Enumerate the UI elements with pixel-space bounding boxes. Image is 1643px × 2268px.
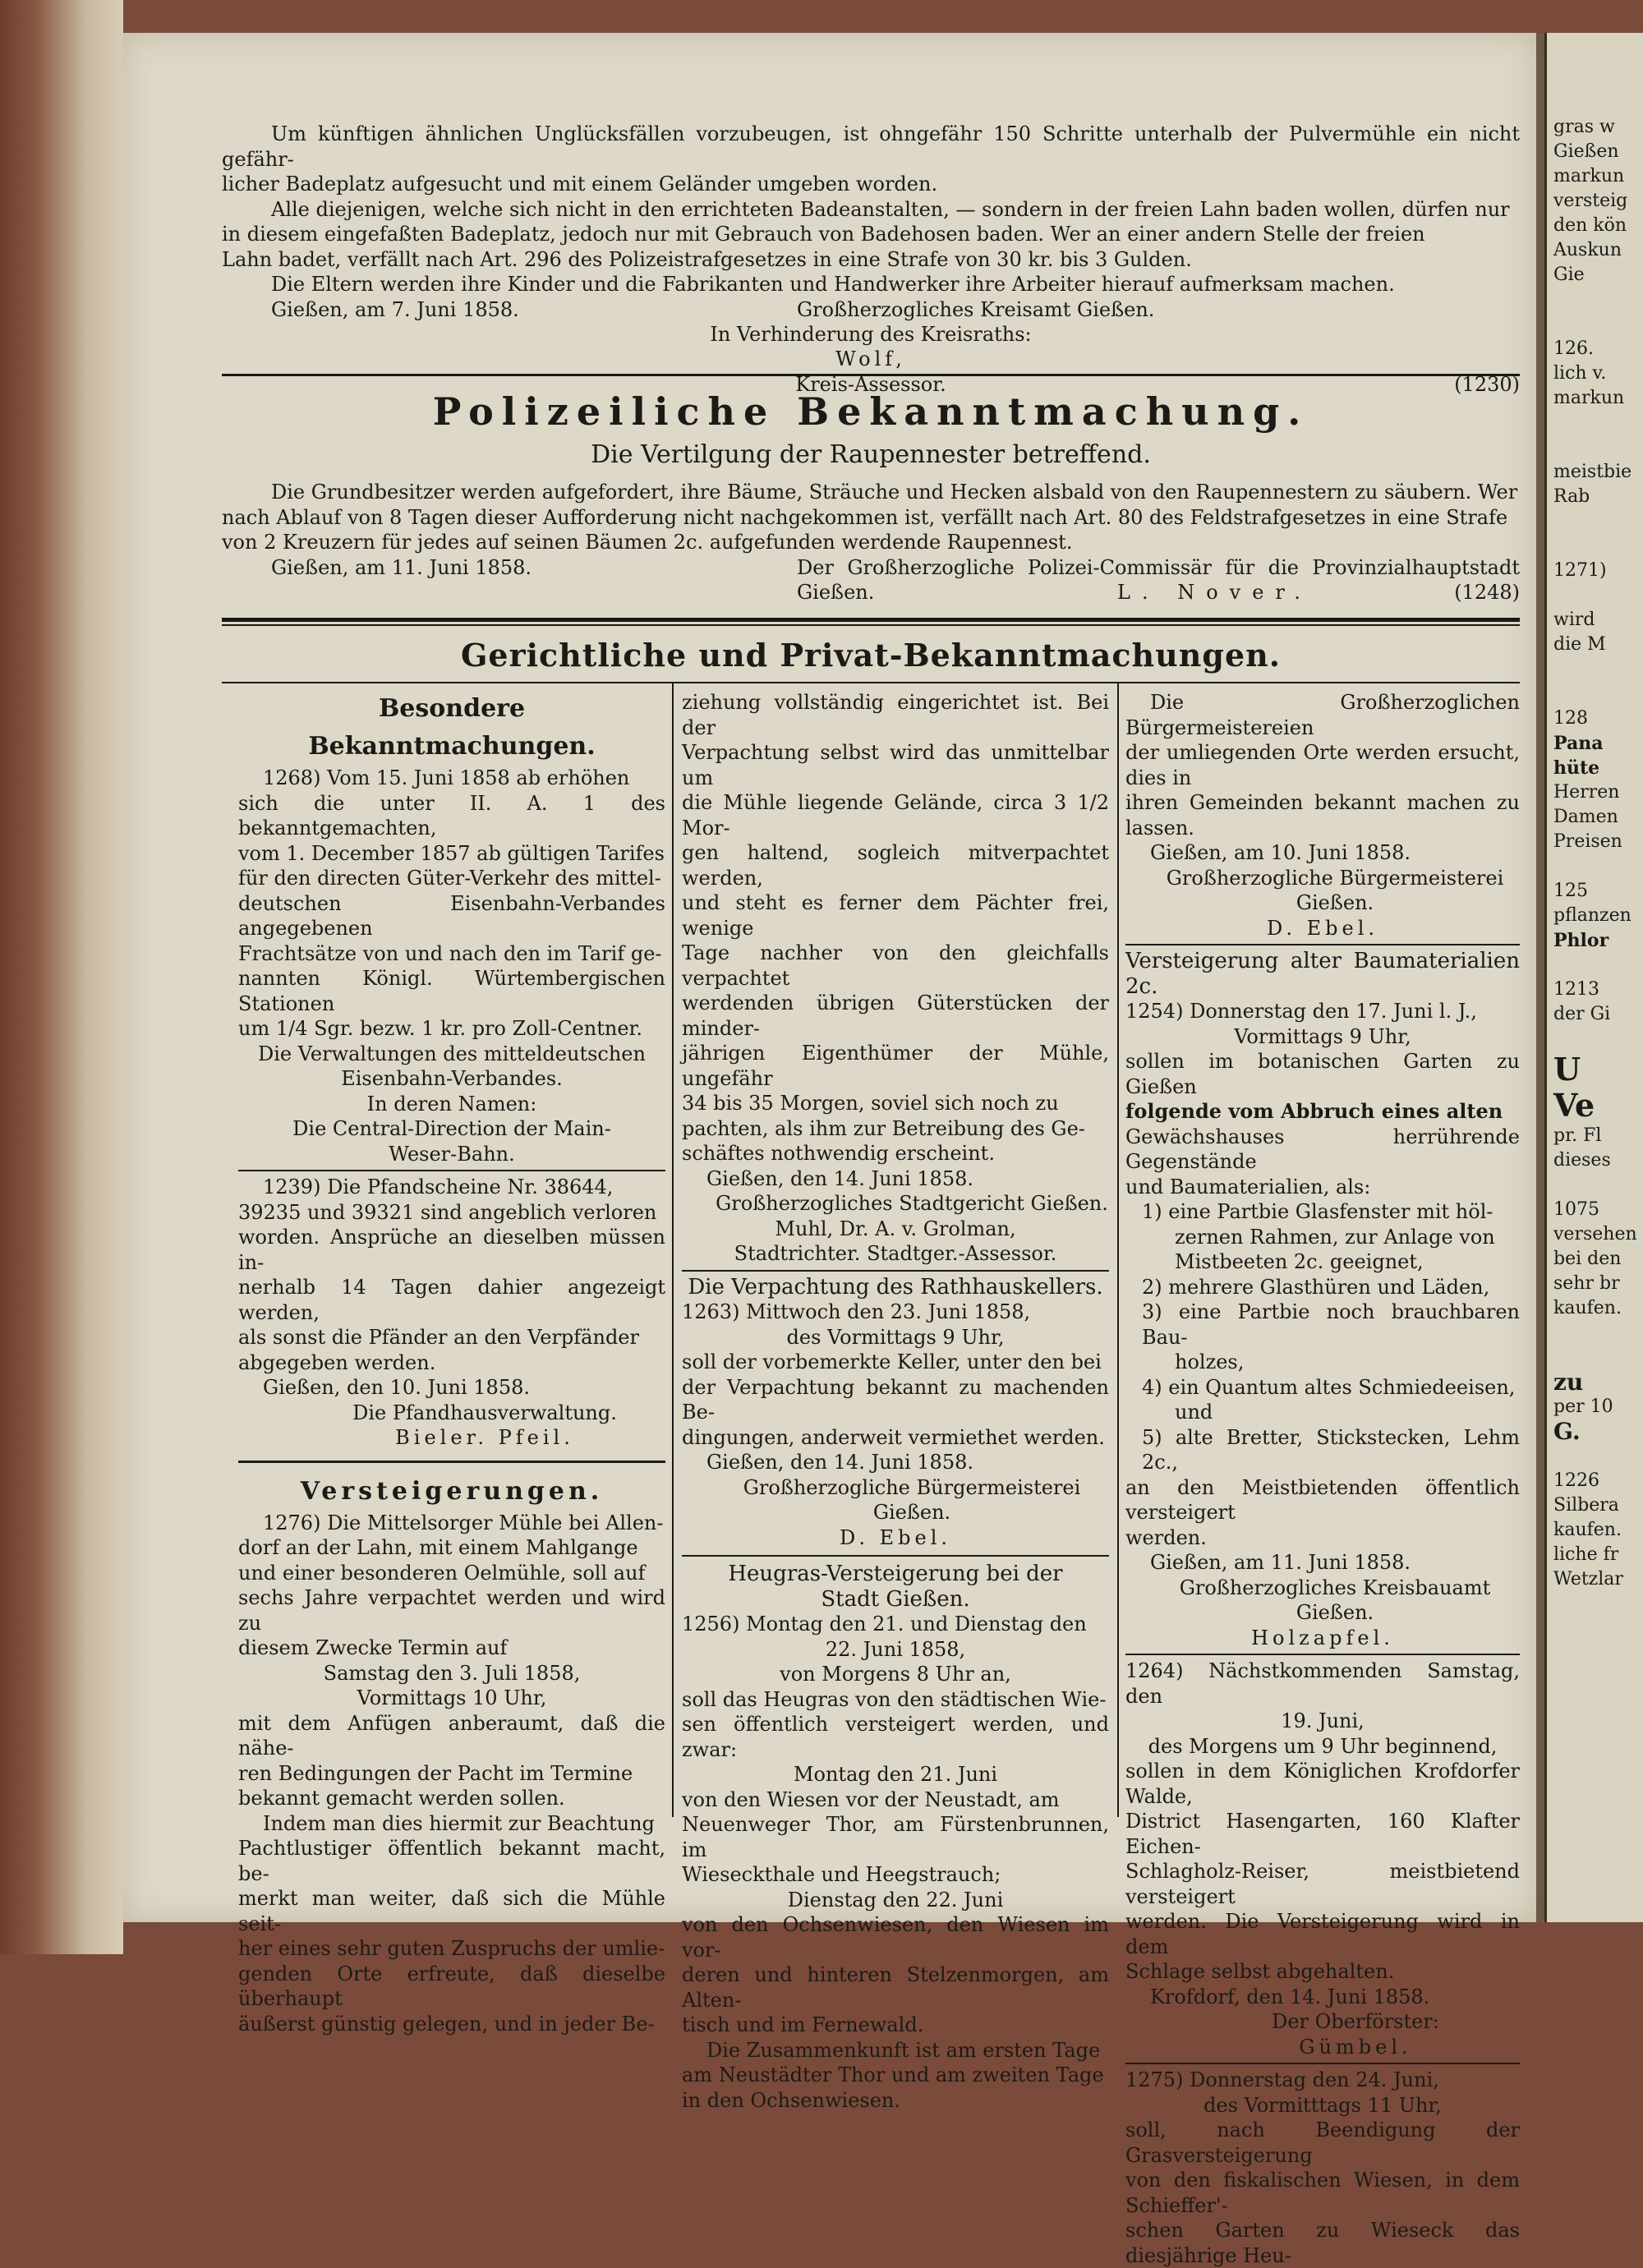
text-line: District Hasengarten, 160 Klafter Eichen-	[1125, 1810, 1520, 1858]
date-line: Gießen, den 14. Juni 1858.	[706, 1451, 973, 1474]
text-line: ihren Gemeinden bekannt machen zu lassen.	[1125, 791, 1520, 840]
text-line: Tage nachher von den gleichfalls verpachtet	[682, 941, 1109, 990]
signature: Die Verwaltungen des mitteldeutschen	[258, 1042, 646, 1065]
police-title: Polizeiliche Bekanntmachung.	[432, 389, 1309, 434]
edge-line	[1553, 657, 1637, 682]
edge-line: pr. Fl	[1553, 1125, 1602, 1146]
text-line: Pachtlustiger öffentlich bekannt macht, be-	[238, 1837, 665, 1885]
edge-line: lich v.	[1553, 363, 1607, 384]
divider	[238, 1170, 665, 1171]
column-rule	[672, 683, 674, 1817]
edge-line	[1553, 288, 1637, 312]
list-item: 4) ein Quantum altes Schmiedeeisen,	[1142, 1375, 1516, 1399]
text-line: tisch und im Fernewald.	[682, 2013, 924, 2036]
text-line: und Baumaterialien, als:	[1125, 1175, 1371, 1198]
text-line: vom 1. December 1857 ab gültigen Tarifes	[238, 841, 665, 865]
text-line: 39235 und 39321 sind angeblich verloren	[238, 1200, 657, 1224]
text-line: 1239) Die Pfandscheine Nr. 38644,	[263, 1175, 614, 1198]
text-line: als sonst die Pfänder an den Verpfänder	[238, 1326, 639, 1349]
text-line: soll der vorbemerkte Keller, unter den bei	[682, 1350, 1102, 1373]
divider	[238, 1461, 665, 1463]
edge-line: versteig	[1553, 191, 1628, 211]
edge-line: die M	[1553, 634, 1606, 655]
page-gutter	[1536, 33, 1544, 1922]
section-title-wrap	[222, 633, 1520, 679]
edge-line: Pana	[1553, 733, 1604, 754]
edge-line: G.	[1553, 1418, 1581, 1445]
edge-line: per 10	[1553, 1396, 1613, 1417]
edge-line: zu	[1553, 1369, 1584, 1396]
notice-line: licher Badeplatz aufgesucht und mit einem Geländer umgeben worden.	[222, 173, 938, 196]
police-notice	[222, 386, 1520, 605]
text-line: soll das Heugras von den städtischen Wie-	[682, 1687, 1107, 1711]
edge-line	[1553, 435, 1637, 460]
edge-line	[1553, 1027, 1637, 1051]
bathing-notice	[222, 122, 1520, 397]
police-line: Die Grundbesitzer werden aufgefordert, ihre Bäume, Sträuche und Hecken alsbald von den Raupennestern zu säubern. Wer	[271, 481, 1518, 504]
edge-line: 126.	[1553, 338, 1594, 359]
signature: Die Central-Direction der Main-	[292, 1117, 611, 1140]
text-line: Neuenweger Thor, am Fürstenbrunnen, im	[682, 1813, 1109, 1861]
edge-line	[1553, 953, 1637, 978]
divider	[682, 1555, 1109, 1557]
notice-line: Alle diejenigen, welche sich nicht in den errichteten Badeanstalten, — sondern in der freien Lahn baden wollen, dürfen nur	[271, 197, 1510, 221]
notice-date: Gießen, am 7. Juni 1858.	[271, 297, 519, 321]
signature: Eisenbahn-Verbandes.	[341, 1067, 563, 1090]
edge-line: Phlor	[1553, 930, 1609, 951]
edge-line	[1553, 509, 1637, 534]
police-subtitle: Die Vertilgung der Raupennester betreffend.	[591, 440, 1151, 469]
text-line: äußerst günstig gelegen, und in jeder Be-	[238, 2012, 655, 2036]
edge-line	[1553, 534, 1637, 559]
police-signer: L. Nover.	[1117, 580, 1312, 604]
text-line: folgende vom Abbruch eines alten	[1125, 1099, 1503, 1123]
newspaper-page	[123, 33, 1536, 2267]
signature: Holzapfel.	[1251, 1626, 1394, 1649]
date-line: 22. Juni 1858,	[825, 1637, 966, 1661]
notice-deputy: In Verhinderung des Kreisraths:	[710, 322, 1032, 346]
date-line: Dienstag den 22. Juni	[787, 1888, 1004, 1911]
text-line: abgegeben werden.	[238, 1350, 436, 1374]
signature: Stadtrichter. Stadtger.-Assessor.	[734, 1242, 1057, 1265]
text-line: ren Bedingungen der Pacht im Termine	[238, 1761, 633, 1785]
edge-line: bei den	[1553, 1249, 1622, 1269]
notice-signer-title: Kreis-Assessor.	[795, 372, 946, 396]
police-line: nach Ablauf von 8 Tagen dieser Aufforderung nicht nachgekommen ist, verfällt nach Art. 80 des Feldstrafgesetzes in eine Strafe	[222, 505, 1508, 529]
text-line: in den Ochsenwiesen.	[682, 2088, 900, 2112]
list-item: 2) mehrere Glasthüren und Läden,	[1142, 1275, 1490, 1299]
edge-line: Gießen	[1553, 141, 1619, 162]
date-line: 1264) Nächstkommenden Samstag, den	[1125, 1659, 1520, 1708]
divider	[682, 1270, 1109, 1272]
text-line: ziehung vollständig eingerichtet ist. Bei der	[682, 691, 1109, 739]
date-line: Montag den 21. Juni	[793, 1763, 998, 1786]
edge-line: 128	[1553, 708, 1588, 729]
divider	[222, 374, 1520, 376]
text-line: Schlagholz-Reiser, meistbietend versteigert	[1125, 1860, 1520, 1908]
text-line: Frachtsätze von und nach den im Tarif ge-	[238, 941, 662, 965]
text-line: Indem man dies hiermit zur Beachtung	[263, 1811, 655, 1835]
facing-page-text	[1553, 115, 1637, 1592]
text-line: werdenden übrigen Güterstücken der minder-	[682, 991, 1109, 1040]
text-line: Schlage selbst abgehalten.	[1125, 1960, 1395, 1983]
edge-line: liche fr	[1553, 1544, 1619, 1565]
edge-line: Herren	[1553, 782, 1620, 803]
edge-line: Rab	[1553, 486, 1590, 507]
divider	[222, 682, 1520, 683]
text-line: und einer besonderen Oelmühle, soll auf	[238, 1561, 646, 1585]
edge-line: kaufen.	[1553, 1298, 1622, 1318]
signature: Gümbel.	[1299, 2035, 1412, 2059]
time-line: Vormittags 9 Uhr,	[1234, 1024, 1411, 1048]
notice-line: Lahn badet, verfällt nach Art. 296 des Polizeistrafgesetzes in eine Strafe von 30 kr. bis 3 Gulden.	[222, 247, 1192, 271]
section-title: Gerichtliche und Privat-Bekanntmachungen.	[460, 637, 1282, 674]
text-line: Die Großherzoglichen Bürgermeistereien	[1125, 691, 1520, 739]
edge-line: 1075	[1553, 1199, 1599, 1220]
edge-line: dieses	[1553, 1150, 1611, 1171]
text-line: sen öffentlich versteigert werden, und zwar:	[682, 1713, 1109, 1761]
column-3	[1125, 690, 1520, 2268]
text-line: diesem Zwecke Termin auf	[238, 1636, 508, 1659]
text-line: Wieseckthale und Heegstrauch;	[682, 1863, 1001, 1886]
edge-line	[1553, 411, 1637, 435]
edge-line: Auskun	[1553, 240, 1622, 260]
text-line: her eines sehr guten Zuspruchs der umlie-	[238, 1937, 665, 1960]
edge-line: pflanzen	[1553, 905, 1631, 926]
text-line: Verpachtung selbst wird das unmittelbar um	[682, 741, 1109, 789]
edge-line: 1271)	[1553, 560, 1607, 581]
text-line: Die Zusammenkunft ist am ersten Tage	[706, 2038, 1101, 2062]
text-line: der umliegenden Orte werden ersucht, dies in	[1125, 741, 1520, 789]
text-line: an den Meistbietenden öffentlich versteigert	[1125, 1475, 1520, 1524]
date-line: Gießen, am 11. Juni 1858.	[1150, 1551, 1411, 1574]
notice-heading: Die Verpachtung des Rathhauskellers.	[688, 1274, 1103, 1300]
text-line: nannten Königl. Würtembergischen Stationen	[238, 967, 665, 1015]
text-line: sollen im botanischen Garten zu Gießen	[1125, 1050, 1520, 1098]
text-line: nerhalb 14 Tagen dahier angezeigt werden,	[238, 1276, 665, 1324]
edge-line	[1553, 1444, 1637, 1469]
signature: Großherzogliche Bürgermeisterei Gießen.	[1166, 866, 1504, 914]
time-line: Vormittags 10 Uhr,	[357, 1686, 547, 1709]
notice-heading: Versteigerung alter Baumaterialien 2c.	[1125, 949, 1520, 999]
signature: Muhl, Dr. A. v. Grolman,	[775, 1217, 1016, 1240]
text-line: dingungen, anderweit vermiethet werden.	[682, 1425, 1105, 1449]
edge-line: 1226	[1553, 1470, 1599, 1491]
edge-line: kaufen.	[1553, 1520, 1622, 1540]
edge-line: hüte	[1553, 757, 1600, 779]
text-line: für den directen Güter-Verkehr des mittel-	[238, 867, 661, 890]
list-item: 1) eine Partbie Glasfenster mit höl-	[1142, 1200, 1493, 1223]
edge-line	[1553, 583, 1637, 608]
text-line: 34 bis 35 Morgen, soviel sich noch zu	[682, 1092, 1059, 1115]
edge-line: der Gi	[1553, 1004, 1611, 1024]
signature: Großherzogliches Kreisbauamt Gießen.	[1179, 1576, 1491, 1624]
text-line: der Verpachtung bekannt zu machenden Be-	[682, 1375, 1109, 1424]
book-spine	[0, 0, 123, 1954]
edge-line	[1553, 1346, 1637, 1370]
text-line: um 1/4 Sgr. bezw. 1 kr. pro Zoll-Centner.	[238, 1017, 642, 1040]
signature: D. Ebel.	[839, 1525, 952, 1549]
edge-line: wird	[1553, 610, 1595, 630]
text-line: 1268) Vom 15. Juni 1858 ab erhöhen	[263, 766, 630, 789]
date-line: 1263) Mittwoch den 23. Juni 1858,	[682, 1300, 1031, 1323]
time-line: des Vormitttags 11 Uhr,	[1203, 2093, 1442, 2117]
date-line: 1256) Montag den 21. und Dienstag den	[682, 1612, 1087, 1635]
column-1	[238, 690, 665, 2036]
edge-line: U	[1553, 1051, 1581, 1088]
edge-line: den kön	[1553, 215, 1627, 236]
text-line: sich die unter II. A. 1 des bekanntgemachten,	[238, 791, 665, 840]
signature: Bieler. Pfeil.	[395, 1426, 574, 1449]
text-line: genden Orte erfreute, daß dieselbe überhaupt	[238, 1962, 665, 2010]
list-item: holzes,	[1175, 1350, 1245, 1373]
text-line: jährigen Eigenthümer der Mühle, ungefähr	[682, 1042, 1109, 1090]
date-line: Krofdorf, den 14. Juni 1858.	[1150, 1985, 1430, 2008]
text-line: pachten, als ihm zur Betreibung des Ge-	[682, 1116, 1085, 1140]
list-item: zernen Rahmen, zur Anlage von	[1175, 1225, 1495, 1249]
divider	[1125, 944, 1520, 945]
notice-ref: (1230)	[1454, 372, 1520, 396]
edge-line: sehr br	[1553, 1273, 1620, 1294]
edge-line: 125	[1553, 881, 1588, 901]
divider	[1125, 2063, 1520, 2064]
list-item: 3) eine Partbie noch brauchbaren Bau-	[1142, 1300, 1520, 1349]
notice-line: Um künftigen ähnlichen Unglücksfällen vorzubeugen, ist ohngefähr 150 Schritte unterhalb der Pulvermühle ein nicht gefähr-	[222, 122, 1520, 171]
signature: Der Oberförster:	[1272, 2010, 1439, 2033]
date-line: 1254) Donnerstag den 17. Juni l. J.,	[1125, 1000, 1477, 1023]
list-item: Mistbeeten 2c. geeignet,	[1175, 1250, 1424, 1273]
date-line: Gießen, am 10. Juni 1858.	[1150, 841, 1411, 864]
column-rule	[1117, 683, 1119, 1817]
divider	[1125, 1654, 1520, 1655]
notice-line: Die Eltern werden ihre Kinder und die Fabrikanten und Handwerker ihre Arbeiter hierauf aufmerksam machen.	[271, 273, 1395, 296]
text-line: mit dem Anfügen anberaumt, daß die nähe-	[238, 1711, 665, 1760]
edge-line	[1553, 1173, 1637, 1198]
text-line: worden. Ansprüche an dieselben müssen in-	[238, 1226, 665, 1274]
date-line: Gießen, den 10. Juni 1858.	[263, 1376, 530, 1399]
police-ref: (1248)	[1454, 580, 1520, 604]
edge-line: versehen	[1553, 1224, 1637, 1244]
date-line: 1275) Donnerstag den 24. Juni,	[1125, 2068, 1439, 2091]
edge-line: Wetzlar	[1553, 1569, 1623, 1589]
edge-line	[1553, 312, 1637, 337]
text-line: schen Garten zu Wieseck das diesjährige Heu-	[1125, 2219, 1520, 2267]
date-line: Samstag den 3. Juli 1858,	[323, 1661, 581, 1685]
divider	[222, 618, 1520, 622]
signature: Weser-Bahn.	[389, 1142, 515, 1166]
signature: Großherzogliches Stadtgericht Gießen.	[716, 1192, 1108, 1215]
edge-line	[1553, 854, 1637, 879]
notice-office: Großherzogliches Kreisamt Gießen.	[797, 297, 1155, 321]
police-line: von 2 Kreuzern für jedes auf seinen Bäumen 2c. aufgefunden werdende Raupennest.	[222, 531, 1073, 554]
text-line: merkt man weiter, daß sich die Mühle seit-	[238, 1887, 665, 1935]
edge-line	[1553, 1321, 1637, 1346]
edge-line: Damen	[1553, 807, 1618, 827]
police-office: Der Großherzogliche Polizei-Commissär für die Provinzialhauptstadt Gießen.	[797, 555, 1520, 604]
text-line: werden. Die Versteigerung wird in dem	[1125, 1910, 1520, 1958]
edge-line: markun	[1553, 166, 1625, 186]
col1-heading: Versteigerungen.	[300, 1476, 604, 1506]
time-line: von Morgens 8 Uhr an,	[780, 1663, 1011, 1686]
text-line: von den fiskalischen Wiesen, in dem Schieffer'-	[1125, 2169, 1520, 2217]
edge-line: Silbera	[1553, 1495, 1619, 1516]
notice-line: in diesem eingefaßten Badeplatz, jedoch nur mit Gebrauch von Badehosen baden. Wer an einer andern Stelle der freien	[222, 223, 1425, 246]
text-line: die Mühle liegende Gelände, circa 3 1/2 Mor-	[682, 791, 1109, 840]
list-item: 5) alte Bretter, Stickstecken, Lehm 2c.,	[1142, 1425, 1520, 1474]
edge-line: meistbie	[1553, 462, 1632, 482]
text-line: von den Ochsenwiesen, den Wiesen im vor-	[682, 1913, 1109, 1962]
text-line: dorf an der Lahn, mit einem Mahlgange	[238, 1536, 638, 1559]
text-line: bekannt gemacht werden sollen.	[238, 1787, 565, 1810]
police-date: Gießen, am 11. Juni 1858.	[271, 555, 532, 579]
notice-signer: Wolf,	[835, 347, 906, 370]
signature: In deren Namen:	[366, 1092, 537, 1116]
facing-page-edge	[1544, 33, 1643, 1922]
col1-heading: Besondere Bekanntmachungen.	[308, 694, 596, 761]
time-line: des Vormittags 9 Uhr,	[786, 1325, 1005, 1349]
edge-line	[1553, 682, 1637, 706]
text-line: 1276) Die Mittelsorger Mühle bei Allen-	[263, 1511, 664, 1534]
text-line: schäftes nothwendig erscheint.	[682, 1142, 995, 1165]
text-line: sechs Jahre verpachtet werden und wird zu	[238, 1586, 665, 1635]
time-line: des Morgens um 9 Uhr beginnend,	[1148, 1734, 1498, 1758]
text-line: von den Wiesen vor der Neustadt, am	[682, 1787, 1060, 1811]
edge-line: 1213	[1553, 979, 1599, 1000]
date-line: Gießen, den 14. Juni 1858.	[706, 1166, 973, 1190]
text-line: und steht es ferner dem Pächter frei, wenige	[682, 891, 1109, 940]
list-item: und	[1175, 1401, 1213, 1424]
notice-heading: Heugras-Versteigerung bei der Stadt Gießen.	[728, 1562, 1063, 1612]
divider	[222, 624, 1520, 626]
text-line: Gewächshauses herrührende Gegenstände	[1125, 1125, 1520, 1173]
text-line: deutschen Eisenbahn-Verbandes angegebenen	[238, 891, 665, 940]
edge-line: markun	[1553, 388, 1625, 408]
text-line: gen haltend, sogleich mitverpachtet werden,	[682, 841, 1109, 890]
text-line: soll, nach Beendigung der Grasversteigerung	[1125, 2118, 1520, 2167]
column-2	[682, 690, 1109, 2113]
signature: Großherzogliche Bürgermeisterei Gießen.	[743, 1475, 1081, 1524]
edge-line: Preisen	[1553, 831, 1622, 852]
text-line: sollen in dem Königlichen Krofdorfer Walde,	[1125, 1760, 1520, 1808]
signature: Die Pfandhausverwaltung.	[352, 1401, 617, 1424]
date-line: 19. Juni,	[1281, 1709, 1365, 1732]
edge-line: Gie	[1553, 265, 1585, 285]
text-line: werden.	[1125, 1525, 1207, 1549]
signature: D. Ebel.	[1266, 916, 1379, 940]
edge-line: gras w	[1553, 117, 1615, 137]
text-line: deren und hinteren Stelzenmorgen, am Alten-	[682, 1963, 1109, 2012]
edge-line: Ve	[1553, 1087, 1595, 1124]
text-line: am Neustädter Thor und am zweiten Tage	[682, 2063, 1104, 2086]
